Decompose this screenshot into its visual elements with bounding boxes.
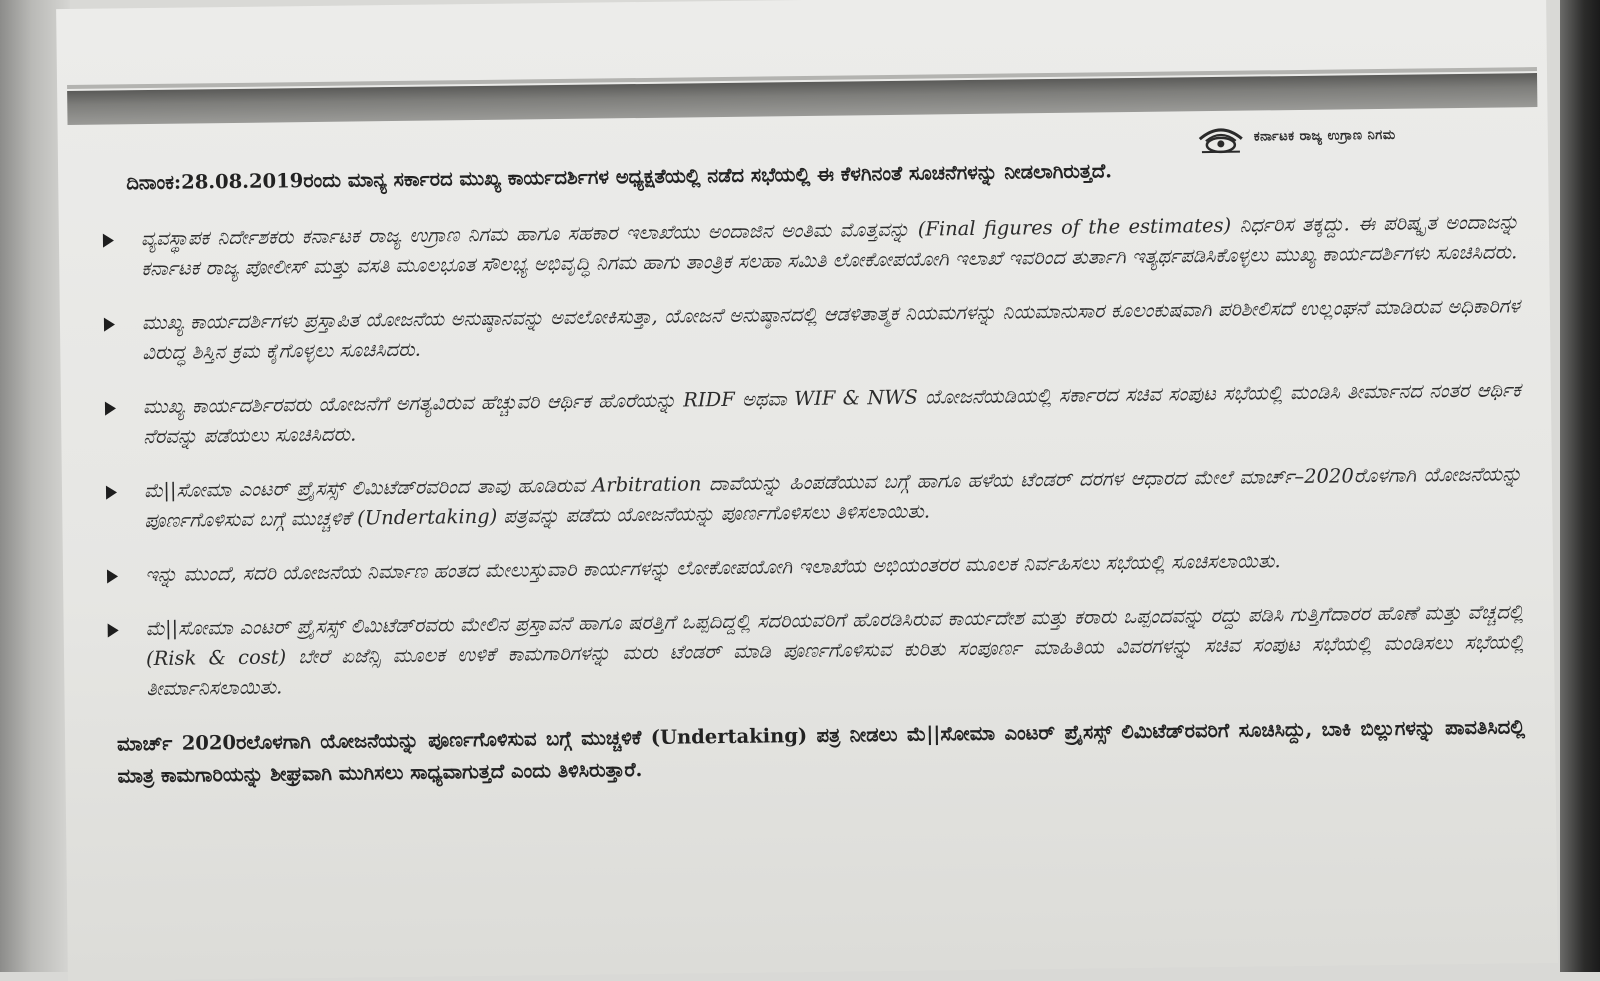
instruction-list bbox=[89, 207, 1525, 704]
instruction-item bbox=[94, 597, 1525, 704]
instruction-item bbox=[89, 207, 1520, 284]
instruction-text: ಮುಖ್ಯ ಕಾರ್ಯದರ್ಶಿಗಳು ಪ್ರಸ್ತಾಪಿತ ಯೋಜನೆಯ ಅನುಷ್ಠಾನವನ್ನು ಅವಲೋಕಿಸುತ್ತಾ, ಯೋಜನೆ ಅನುಷ್ಠಾನದಲ್ಲಿ ಆಡಳಿತಾತ್ಮಕ ನಿಯಮಗಳನ್ನು ನಿಯಮಾನುಸಾರ ಕೂಲಂಕುಷವಾಗಿ ಪರಿಶೀಲಿಸದೆ ಉಲ್ಲಂಘನೆ ಮಾಡಿರುವ ಅಧಿಕಾರಿಗಳ ವಿರುದ್ಧ ಶಿಸ್ತಿನ ಕ್ರಮ ಕೈಗೊಳ್ಳಲು ಸೂಚಿಸಿದರು. bbox=[142, 294, 1520, 364]
organization-logo bbox=[1196, 117, 1396, 155]
meeting-intro: ದಿನಾಂಕ:28.08.2019ರಂದು ಮಾನ್ಯ ಸರ್ಕಾರದ ಮುಖ್ಯ ಕಾರ್ಯದರ್ಶಿಗಳ ಅಧ್ಯಕ್ಷತೆಯಲ್ಲಿ ನಡೆದ ಸಭೆಯಲ್ಲಿ ಈ ಕೆಳಗಿನಂತೆ ಸೂಚನೆಗಳನ್ನು ನೀಡಲಾಗಿರುತ್ತದೆ. bbox=[126, 151, 1518, 198]
instruction-text: ವ್ಯವಸ್ಥಾಪಕ ನಿರ್ದೇಶಕರು ಕರ್ನಾಟಕ ರಾಜ್ಯ ಉಗ್ರಾಣ ನಿಗಮ ಹಾಗೂ ಸಹಕಾರ ಇಲಾಖೆಯು ಅಂದಾಜಿನ ಅಂತಿಮ ಮೊತ್ತವನ್ನು (Final figures of the estimates) ನಿರ್ಧರಿಸ ತಕ್ಕದ್ದು. ಈ ಪರಿಷ್ಕೃತ ಅಂದಾಜನ್ನು ಕರ್ನಾಟಕ ರಾಜ್ಯ ಪೋಲೀಸ್ ಮತ್ತು ವಸತಿ ಮೂಲಭೂತ ಸೌಲಭ್ಯ ಅಭಿವೃದ್ಧಿ ನಿಗಮ ಹಾಗು ತಾಂತ್ರಿಕ ಸಲಹಾ ಸಮಿತಿ ಲೋಕೋಪಯೋಗಿ ಇಲಾಖೆ ಇವರಿಂದ ತುರ್ತಾಗಿ ಇತ್ಯರ್ಥಪಡಿಸಿಕೊಳ್ಳಲು ಮುಖ್ಯ ಕಾರ್ಯದರ್ಶಿಗಳು ಸೂಚಿಸಿದರು. bbox=[141, 210, 1519, 280]
instruction-item bbox=[93, 543, 1523, 590]
instruction-text: ಮೆ||ಸೋಮಾ ಎಂಟರ್ ಪ್ರೈಸಸ್ಸ್ ಲಿಮಿಟೆಡ್‌ರವರಿಂದ ತಾವು ಹೂಡಿರುವ Arbitration ದಾವೆಯನ್ನು ಹಿಂಪಡೆಯುವ ಬಗ್ಗೆ ಹಾಗೂ ಹಳೆಯ ಟೆಂಡರ್ ದರಗಳ ಆಧಾರದ ಮೇಲೆ ಮಾರ್ಚ್–2020ರೊಳಗಾಗಿ ಯೋಜನೆಯನ್ನು ಪೂರ್ಣಗೊಳಿಸುವ ಬಗ್ಗೆ ಮುಚ್ಚಳಿಕೆ (Undertaking) ಪತ್ರವನ್ನು ಪಡೆದು ಯೋಜನೆಯನ್ನು ಪೂರ್ಣಗೊಳಿಸಲು ತಿಳಿಸಲಾಯಿತು. bbox=[144, 462, 1522, 532]
instruction-text: ಇನ್ನು ಮುಂದೆ, ಸದರಿ ಯೋಜನೆಯ ನಿರ್ಮಾಣ ಹಂತದ ಮೇಲುಸ್ತುವಾರಿ ಕಾರ್ಯಗಳನ್ನು ಲೋಕೋಪಯೋಗಿ ಇಲಾಖೆಯ ಅಭಿಯಂತರರ ಮೂಲಕ ನಿರ್ವಹಿಸಲು ಸಭೆಯಲ್ಲಿ ಸೂಚಿಸಲಾಯಿತು. bbox=[145, 549, 1281, 586]
instruction-text: ಮೆ||ಸೋಮಾ ಎಂಟರ್ ಪ್ರೈಸಸ್ಸ್ ಲಿಮಿಟೆಡ್‌ರವರು ಮೇಲಿನ ಪ್ರಸ್ತಾವನೆ ಹಾಗೂ ಷರತ್ತಿಗೆ ಒಪ್ಪದಿದ್ದಲ್ಲಿ ಸದರಿಯವರಿಗೆ ಹೊರಡಿಸಿರುವ ಕಾರ್ಯದೇಶ ಮತ್ತು ಕರಾರು ಒಪ್ಪಂದವನ್ನು ರದ್ದು ಪಡಿಸಿ ಗುತ್ತಿಗೆದಾರರ ಹೊಣೆ ಮತ್ತು ವೆಚ್ಚದಲ್ಲಿ (Risk & cost) ಬೇರೆ ಏಜೆನ್ಸಿ ಮೂಲಕ ಉಳಿಕೆ ಕಾಮಗಾರಿಗಳನ್ನು ಮರು ಟೆಂಡರ್ ಮಾಡಿ ಪೂರ್ಣಗೊಳಿಸುವ ಕುರಿತು ಸಂಪೂರ್ಣ ಮಾಹಿತಿಯ ವಿವರಗಳನ್ನು ಸಚಿವ ಸಂಪುಟ ಸಭೆಯಲ್ಲಿ ಮಂಡಿಸಲು ಸಭೆಯಲ್ಲಿ ತೀರ್ಮಾನಿಸಲಾಯಿತು. bbox=[146, 600, 1525, 700]
instruction-item bbox=[92, 459, 1523, 536]
triangle-bullet-icon bbox=[108, 623, 119, 637]
triangle-bullet-icon bbox=[105, 401, 116, 415]
page-edge-shadow bbox=[1560, 0, 1600, 972]
instruction-item bbox=[90, 291, 1521, 368]
organization-name: ಕರ್ನಾಟಕ ರಾಜ್ಯ ಉಗ್ರಾಣ ನಿಗಮ bbox=[1254, 127, 1396, 144]
closing-paragraph: ಮಾರ್ಚ್ 2020ರಲೊಳಗಾಗಿ ಯೋಜನೆಯನ್ನು ಪೂರ್ಣಗೊಳಿಸುವ ಬಗ್ಗೆ ಮುಚ್ಚಳಿಕೆ (Undertaking) ಪತ್ರ ನೀಡಲು ಮೆ||ಸೋಮಾ ಎಂಟರ್ ಪ್ರೈಸಸ್ಸ್ ಲಿಮಿಟೆಡ್‌ರವರಿಗೆ ಸೂಚಿಸಿದ್ದು, ಬಾಕಿ ಬಿಲ್ಲುಗಳನ್ನು ಪಾವತಿಸಿದಲ್ಲಿ ಮಾತ್ರ ಕಾಮಗಾರಿಯನ್ನು ಶೀಘ್ರವಾಗಿ ಮುಗಿಸಲು ಸಾಧ್ಯವಾಗುತ್ತದೆ ಎಂದು ತಿಳಿಸಿರುತ್ತಾರೆ. bbox=[117, 711, 1526, 792]
instruction-item bbox=[91, 375, 1522, 452]
triangle-bullet-icon bbox=[106, 485, 117, 499]
instruction-text: ಮುಖ್ಯ ಕಾರ್ಯದರ್ಶಿರವರು ಯೋಜನೆಗೆ ಅಗತ್ಯವಿರುವ ಹೆಚ್ಚುವರಿ ಆರ್ಥಿಕ ಹೊರೆಯನ್ನು RIDF ಅಥವಾ WIF & NWS ಯೋಜನೆಯಡಿಯಲ್ಲಿ ಸರ್ಕಾರದ ಸಚಿವ ಸಂಪುಟ ಸಭೆಯಲ್ಲಿ ಮಂಡಿಸಿ ತೀರ್ಮಾನದ ನಂತರ ಆರ್ಥಿಕ ನೆರವನ್ನು ಪಡೆಯಲು ಸೂಚಿಸಿದರು. bbox=[143, 378, 1521, 448]
triangle-bullet-icon bbox=[103, 233, 114, 247]
triangle-bullet-icon bbox=[104, 317, 115, 331]
warehouse-logo-icon bbox=[1196, 119, 1246, 156]
minutes-content bbox=[88, 151, 1526, 792]
triangle-bullet-icon bbox=[107, 569, 118, 583]
document-page bbox=[56, 0, 1558, 981]
